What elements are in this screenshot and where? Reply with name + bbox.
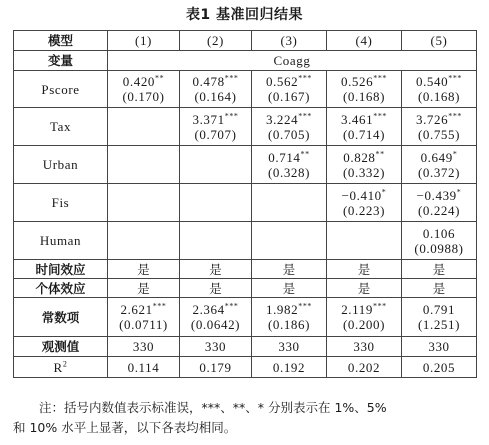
standard-error: (0.200) xyxy=(342,317,386,332)
standard-error: (0.714) xyxy=(342,126,386,142)
coef-value: 2.119 xyxy=(341,302,373,317)
coef-cell xyxy=(402,298,477,337)
coef-cell xyxy=(252,108,327,146)
variable-name: 常数项 xyxy=(14,298,108,337)
coef-line xyxy=(327,302,401,317)
coef-cell xyxy=(252,184,327,222)
dep-var-label: 变量 xyxy=(14,51,108,71)
standard-error: (0.755) xyxy=(417,126,461,142)
table-row xyxy=(14,357,477,378)
standard-error: (0.328) xyxy=(267,164,311,180)
coef-cell xyxy=(327,71,402,108)
coef-cell xyxy=(180,146,252,184)
coef-value: 0.649 xyxy=(420,149,453,165)
obs-label: 观测值 xyxy=(14,337,108,357)
coef-value: 0.106 xyxy=(422,225,456,241)
model-header-2: (2) xyxy=(180,31,252,51)
significance-stars: * xyxy=(456,187,462,197)
coef-line xyxy=(252,302,326,317)
significance-stars: *** xyxy=(448,111,463,121)
standard-error: (0.168) xyxy=(417,89,461,104)
coef-cell xyxy=(108,146,180,184)
coef-value: 3.371 xyxy=(192,111,225,127)
coef-cell xyxy=(108,184,180,222)
coef-line xyxy=(327,150,401,165)
standard-error: (0.168) xyxy=(342,89,386,104)
coef-cell xyxy=(108,222,180,260)
coef-cell xyxy=(180,184,252,222)
r2-name: R xyxy=(53,359,63,375)
obs-value: 330 xyxy=(180,337,252,357)
table-row xyxy=(14,298,477,337)
coef-cell xyxy=(108,71,180,108)
coef-line xyxy=(402,150,476,165)
coef-line xyxy=(252,150,326,165)
coef-line xyxy=(402,188,476,203)
table-row xyxy=(14,184,477,222)
standard-error: (0.332) xyxy=(342,164,386,180)
coef-line xyxy=(252,74,326,89)
coef-line xyxy=(180,74,251,89)
standard-error: (1.251) xyxy=(417,317,461,332)
significance-stars: * xyxy=(452,149,458,159)
coef-cell xyxy=(252,222,327,260)
table-note xyxy=(13,398,483,438)
table-caption: 表1 基准回归结果 xyxy=(185,7,304,23)
fe-time-label: 时间效应 xyxy=(14,260,108,279)
coef-line xyxy=(402,226,476,241)
obs-value: 330 xyxy=(108,337,180,357)
model-header-1: (1) xyxy=(108,31,180,51)
table-row xyxy=(14,337,477,357)
obs-value: 330 xyxy=(252,337,327,357)
table-row xyxy=(14,260,477,279)
coef-value: 3.461 xyxy=(340,111,374,127)
variable-name: Fis xyxy=(14,184,108,222)
regression-table xyxy=(13,30,477,378)
coef-line xyxy=(402,302,476,317)
variable-name: Urban xyxy=(14,146,108,184)
coef-cell xyxy=(108,298,180,337)
corner-cell: 模型 xyxy=(14,31,108,51)
coef-line xyxy=(108,74,179,89)
standard-error: (0.372) xyxy=(417,164,461,180)
model-header-4: (4) xyxy=(327,31,402,51)
table-row xyxy=(14,108,477,146)
fe-individual-value: 是 xyxy=(180,279,252,298)
fe-individual-label: 个体效应 xyxy=(14,279,108,298)
standard-error: (0.164) xyxy=(194,89,237,104)
coef-value: 0.562 xyxy=(265,74,299,89)
coef-value: 2.364 xyxy=(192,302,225,317)
variable-name: Human xyxy=(14,222,108,260)
coef-value: 0.526 xyxy=(340,74,374,89)
dep-var-value: Coagg xyxy=(108,51,477,71)
coef-line xyxy=(402,112,476,127)
coef-value: 1.982 xyxy=(265,302,299,317)
standard-error: (0.186) xyxy=(267,317,311,332)
significance-stars: *** xyxy=(152,301,167,311)
variable-name: Tax xyxy=(14,108,108,146)
standard-error: (0.0711) xyxy=(119,317,168,332)
note-line-1: 注：括号内数值表示标准误，***、**、* 分别表示在 1%、5% xyxy=(39,400,387,415)
coef-cell xyxy=(327,146,402,184)
coef-cell xyxy=(402,184,477,222)
significance-stars: *** xyxy=(373,73,388,83)
standard-error: (0.0988) xyxy=(414,240,464,256)
coef-value: 0.791 xyxy=(422,302,456,317)
coef-value: 0.714 xyxy=(268,149,301,165)
coef-cell xyxy=(327,184,402,222)
coef-value: −0.439 xyxy=(416,187,457,203)
model-header-5: (5) xyxy=(402,31,477,51)
table-row xyxy=(14,279,477,298)
coef-line xyxy=(402,74,476,89)
significance-stars: *** xyxy=(372,301,387,311)
coef-cell xyxy=(180,71,252,108)
variable-name: Pscore xyxy=(14,71,108,108)
coef-cell xyxy=(327,222,402,260)
coef-cell xyxy=(252,71,327,108)
coef-cell xyxy=(252,298,327,337)
standard-error: (0.167) xyxy=(267,89,311,104)
fe-individual-value: 是 xyxy=(327,279,402,298)
significance-stars: *** xyxy=(298,111,313,121)
note-line-2: 和 10% 水平上显著，以下各表均相同。 xyxy=(13,420,237,435)
coef-cell xyxy=(402,108,477,146)
significance-stars: * xyxy=(381,187,387,197)
fe-individual-value: 是 xyxy=(402,279,477,298)
fe-individual-value: 是 xyxy=(252,279,327,298)
standard-error: (0.0642) xyxy=(190,317,241,332)
fe-time-value: 是 xyxy=(327,260,402,279)
coef-line xyxy=(180,302,251,317)
significance-stars: *** xyxy=(298,301,313,311)
coef-value: −0.410 xyxy=(341,187,382,203)
coef-cell xyxy=(180,298,252,337)
r2-value: 0.205 xyxy=(402,357,477,378)
significance-stars: *** xyxy=(224,73,239,83)
fe-individual-value: 是 xyxy=(108,279,180,298)
coef-value: 0.420 xyxy=(122,74,156,89)
coef-line xyxy=(327,188,401,203)
standard-error: (0.223) xyxy=(342,202,386,218)
r2-value: 0.179 xyxy=(180,357,252,378)
obs-value: 330 xyxy=(402,337,477,357)
obs-value: 330 xyxy=(327,337,402,357)
standard-error: (0.224) xyxy=(417,202,461,218)
coef-cell xyxy=(180,108,252,146)
standard-error: (0.705) xyxy=(267,126,311,142)
fe-time-value: 是 xyxy=(252,260,327,279)
coef-cell xyxy=(327,298,402,337)
fe-time-value: 是 xyxy=(180,260,252,279)
coef-line xyxy=(327,112,401,127)
significance-stars: *** xyxy=(298,73,313,83)
table-row xyxy=(14,222,477,260)
significance-stars: *** xyxy=(448,73,463,83)
r2-value: 0.192 xyxy=(252,357,327,378)
significance-stars: ** xyxy=(375,149,385,159)
table-row xyxy=(14,71,477,108)
model-header-3: (3) xyxy=(252,31,327,51)
significance-stars: ** xyxy=(155,73,165,83)
coef-value: 0.828 xyxy=(343,149,376,165)
coef-cell xyxy=(402,71,477,108)
coef-value: 3.224 xyxy=(265,111,299,127)
coef-cell xyxy=(327,108,402,146)
r2-value: 0.114 xyxy=(108,357,180,378)
coef-line xyxy=(108,302,179,317)
significance-stars: *** xyxy=(224,301,239,311)
significance-stars: ** xyxy=(300,149,310,159)
coef-value: 0.478 xyxy=(192,74,225,89)
coef-line xyxy=(180,112,251,127)
coef-line xyxy=(252,112,326,127)
r2-label xyxy=(14,357,108,378)
coef-cell xyxy=(402,222,477,260)
coef-value: 0.540 xyxy=(415,74,449,89)
coef-cell xyxy=(402,146,477,184)
fe-time-value: 是 xyxy=(108,260,180,279)
standard-error: (0.707) xyxy=(194,126,237,142)
header-row xyxy=(14,31,477,51)
coef-line xyxy=(327,74,401,89)
coef-value: 3.726 xyxy=(415,111,449,127)
r2-superscript: 2 xyxy=(62,359,68,369)
significance-stars: *** xyxy=(373,111,388,121)
coef-cell xyxy=(180,222,252,260)
coef-cell xyxy=(252,146,327,184)
coef-cell xyxy=(108,108,180,146)
fe-time-value: 是 xyxy=(402,260,477,279)
coef-value: 2.621 xyxy=(120,302,153,317)
significance-stars: *** xyxy=(224,111,239,121)
standard-error: (0.170) xyxy=(122,89,165,104)
r2-value: 0.202 xyxy=(327,357,402,378)
table-row xyxy=(14,146,477,184)
dependent-variable-row xyxy=(14,51,477,71)
